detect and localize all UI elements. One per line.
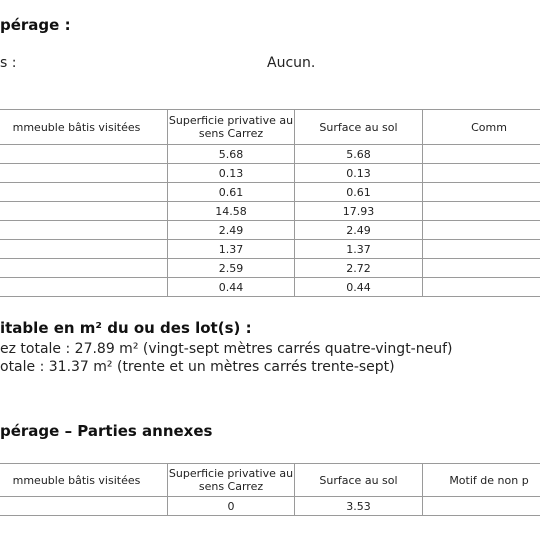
cell-surface-sol: 17.93 [295,202,423,221]
cell-commentaires [423,164,540,183]
col-header-carrez: Superficie privative au sens Carrez [168,110,295,145]
cell-parties [0,164,168,183]
annexes-label: s : [0,55,17,71]
table-row [0,221,540,240]
table-row [0,183,540,202]
cell-carrez: 14.58 [168,202,295,221]
cell-commentaires [423,202,540,221]
cell-parties [0,221,168,240]
cell-surface-sol: 2.72 [295,259,423,278]
table-header-row [0,464,540,497]
cell-parties [0,183,168,202]
total-sol-line: otale : 31.37 m² (trente et un mètres carrés trente-sept) [0,359,395,375]
col-header-parties: mmeuble bâtis visitées [0,110,168,145]
cell-surface-sol: 0.13 [295,164,423,183]
table-row [0,497,540,516]
col-header-commentaires: Comm [423,110,540,145]
table-row [0,278,540,297]
table-annexes [0,463,540,516]
section-title-reperage: pérage : [0,16,71,34]
cell-parties [0,145,168,164]
table-row [0,240,540,259]
section-title-superficie: itable en m² du ou des lot(s) : [0,319,252,337]
cell-surface-sol: 0.61 [295,183,423,202]
cell-surface-sol: 3.53 [295,497,423,516]
table-row [0,259,540,278]
col-header-surface-sol: Surface au sol [295,110,423,145]
cell-surface-sol: 0.44 [295,278,423,297]
col-header-motif: Motif de non p [423,464,540,497]
col-header-parties: mmeuble bâtis visitées [0,464,168,497]
cell-surface-sol: 5.68 [295,145,423,164]
cell-carrez: 5.68 [168,145,295,164]
cell-surface-sol: 1.37 [295,240,423,259]
cell-commentaires [423,278,540,297]
col-header-surface-sol: Surface au sol [295,464,423,497]
table-header-row [0,110,540,145]
cell-carrez: 0.44 [168,278,295,297]
cell-commentaires [423,183,540,202]
table-row [0,202,540,221]
cell-motif [423,497,540,516]
table-row [0,164,540,183]
total-carrez-line: ez totale : 27.89 m² (vingt-sept mètres carrés quatre-vingt-neuf) [0,341,453,357]
cell-surface-sol: 2.49 [295,221,423,240]
cell-carrez: 2.49 [168,221,295,240]
cell-parties [0,202,168,221]
cell-carrez: 0 [168,497,295,516]
col-header-carrez: Superficie privative au sens Carrez [168,464,295,497]
table-surfaces [0,109,540,297]
cell-carrez: 1.37 [168,240,295,259]
cell-parties [0,278,168,297]
section-title-annexes: pérage – Parties annexes [0,422,213,440]
cell-carrez: 2.59 [168,259,295,278]
cell-commentaires [423,259,540,278]
cell-carrez: 0.13 [168,164,295,183]
annexes-value: Aucun. [267,55,316,71]
cell-parties [0,497,168,516]
cell-parties [0,240,168,259]
table-row [0,145,540,164]
cell-commentaires [423,145,540,164]
cell-commentaires [423,240,540,259]
cell-parties [0,259,168,278]
cell-carrez: 0.61 [168,183,295,202]
cell-commentaires [423,221,540,240]
